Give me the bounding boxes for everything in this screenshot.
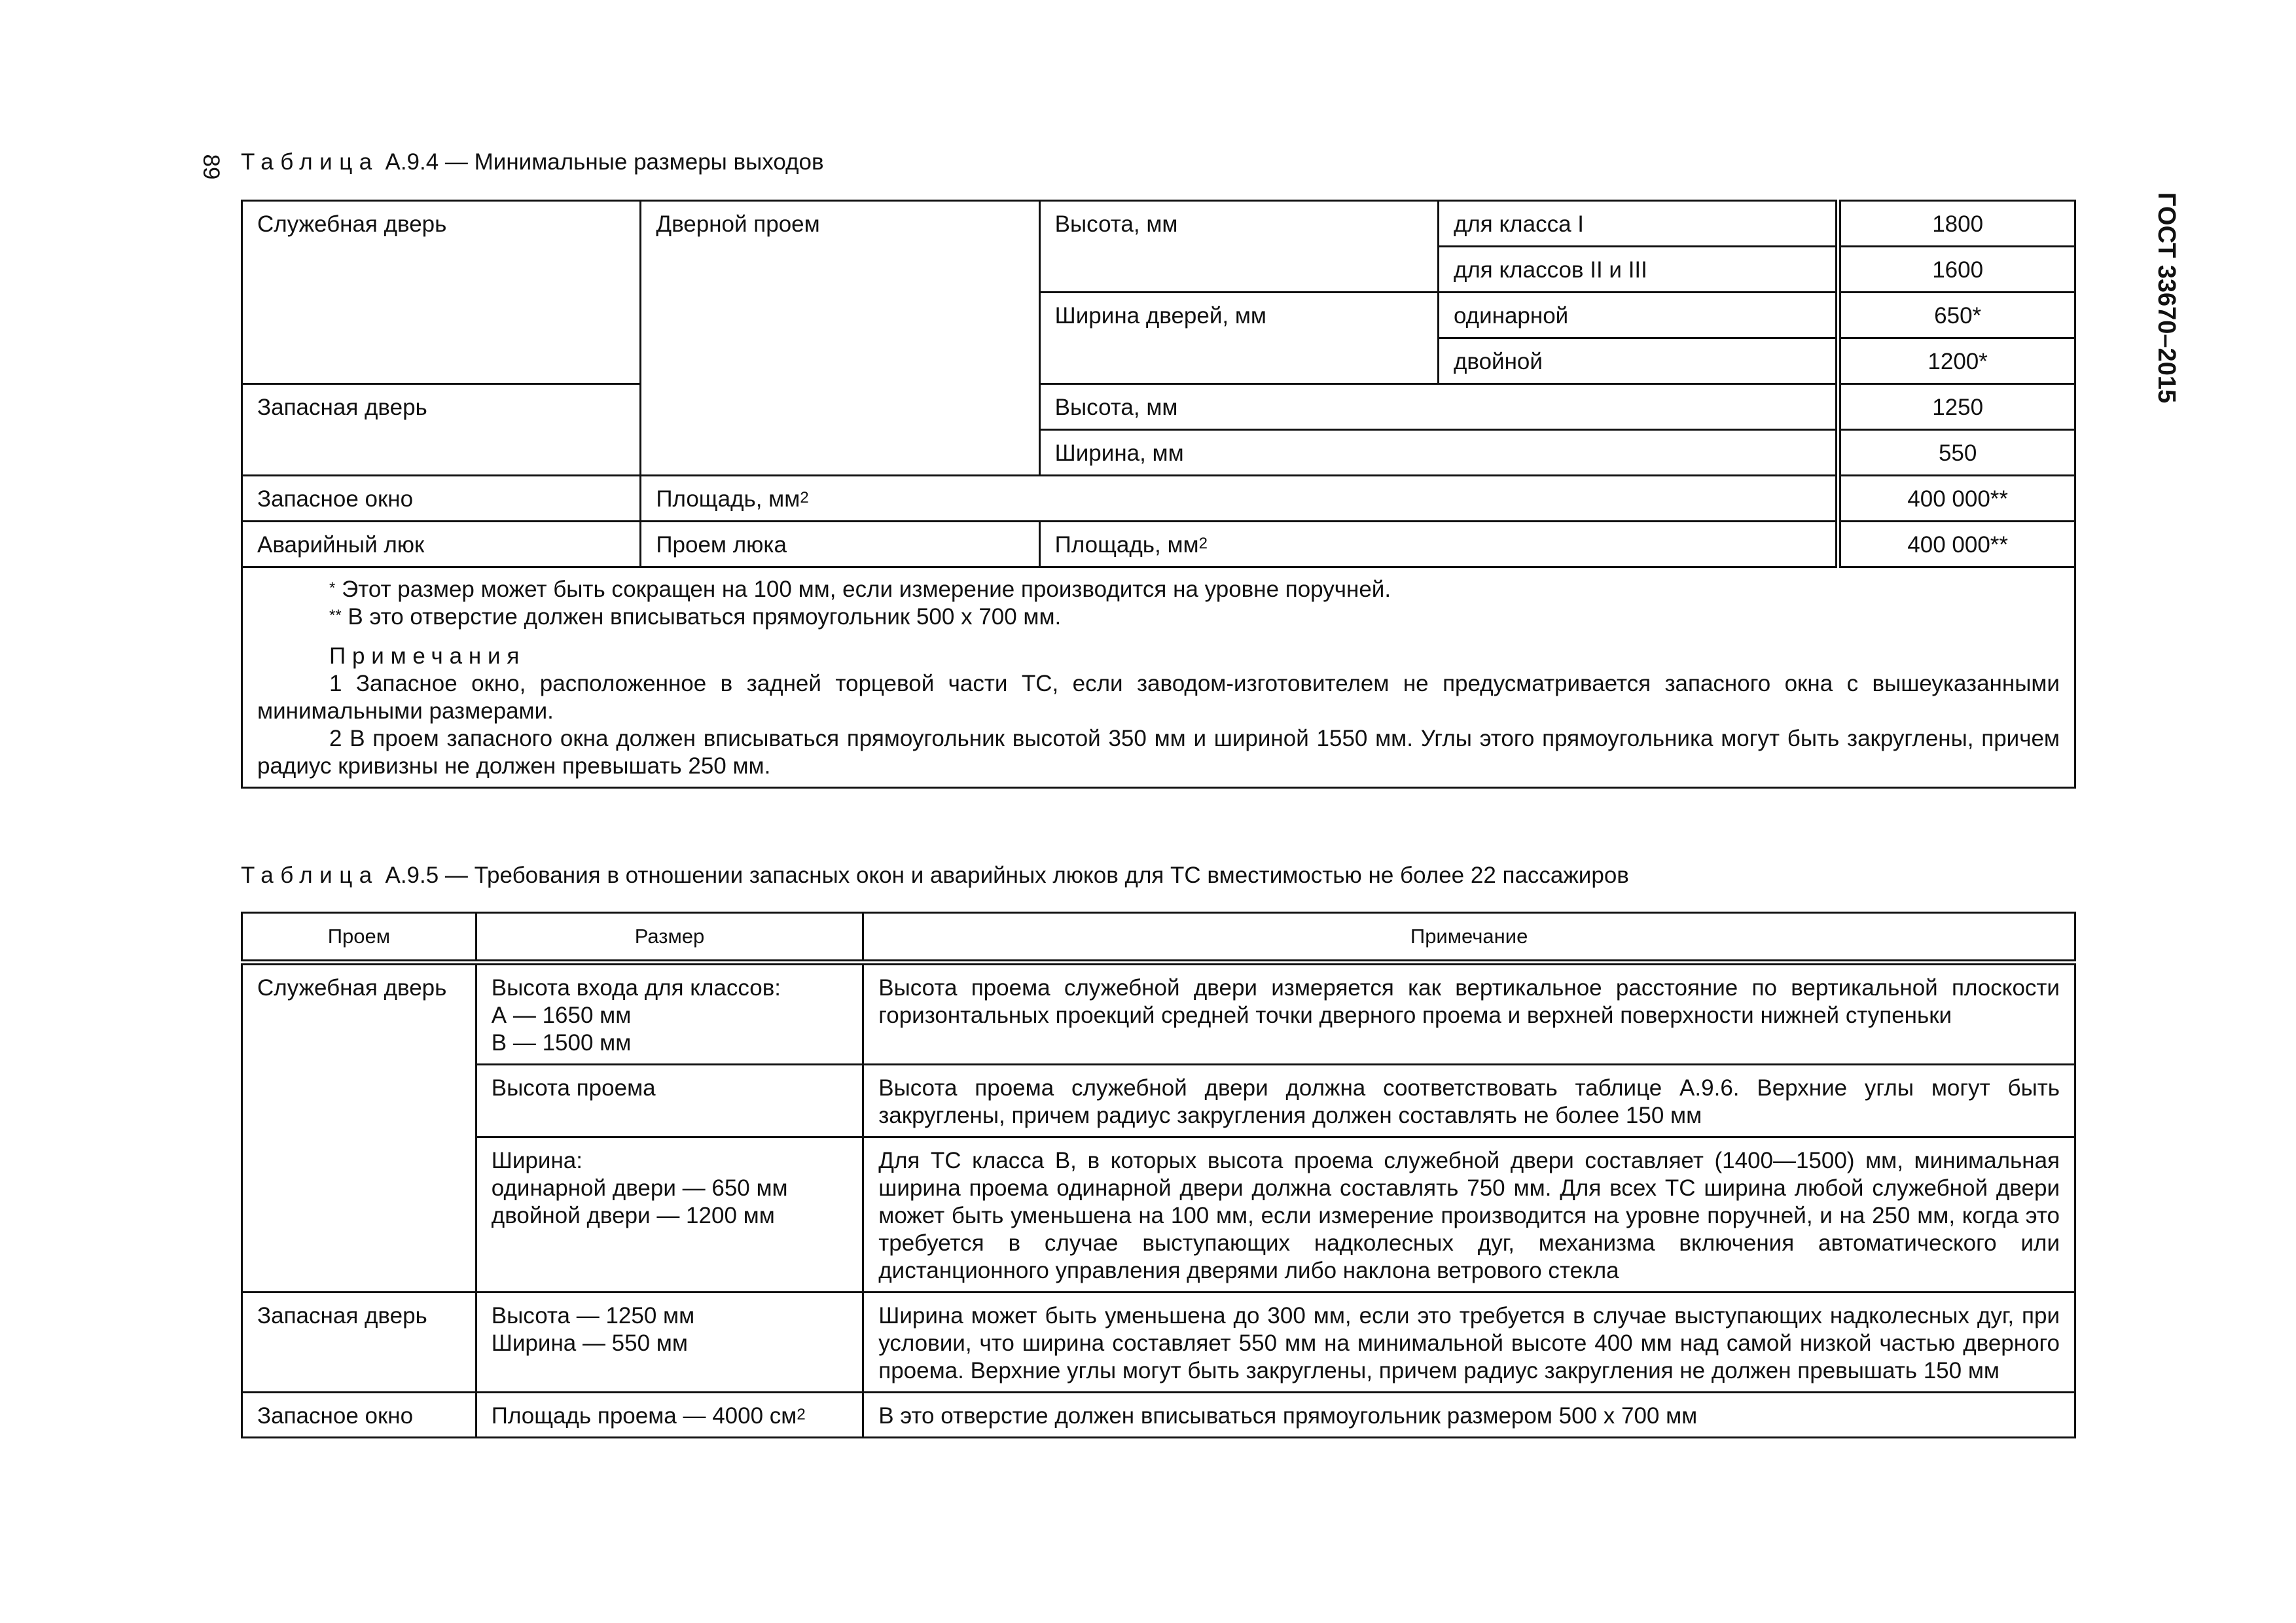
cell-double-value: 1200*	[1839, 338, 2075, 384]
footnote-1-text: Этот размер может быть сокращен на 100 мм, если измерение производится на уровне поручней.	[335, 577, 1391, 602]
table-a94-caption-label: Таблица	[241, 149, 379, 175]
table-a95-caption-label: Таблица	[241, 863, 379, 888]
row4-size-line1: Высота — 1250 мм	[491, 1303, 695, 1329]
footnote-2-mark: **	[329, 607, 342, 624]
table-row	[242, 1065, 2075, 1137]
row4-opening: Запасная дверь	[242, 1293, 476, 1393]
row1-size-line1: Высота входа для классов:	[491, 975, 781, 1001]
cell-single-value: 650*	[1839, 293, 2075, 338]
cell-class-2-3: для классов II и III	[1438, 247, 1838, 293]
cell-em-height-value: 1250	[1839, 384, 2075, 430]
table-row	[242, 1137, 2075, 1293]
cell-door-width-mm: Ширина дверей, мм	[1039, 293, 1438, 384]
footnote-2-text: В это отверстие должен вписываться прямоугольник 500 x 700 мм.	[341, 604, 1062, 630]
row1-size-line3: В — 1500 мм	[491, 1030, 632, 1056]
cell-hatch-value: 400 000**	[1839, 522, 2075, 567]
header-size: Размер	[476, 913, 863, 963]
cell-hatch: Аварийный люк	[242, 522, 641, 567]
cell-window-value: 400 000**	[1839, 476, 2075, 522]
note-2: 2 В проем запасного окна должен вписываться прямоугольник высотой 350 мм и шириной 1550 мм. Углы этого прямоугольника могут быть закруглены, причем радиус кривизны не должен превышать 250 мм.	[257, 726, 2060, 779]
row4-size	[476, 1293, 863, 1393]
window-area-sup: 2	[800, 489, 809, 507]
notes-title: Примечания	[329, 643, 526, 669]
row3-note: Для ТС класса В, в которых высота проема служебной двери составляет (1400—1500) мм, минимальная ширина проема одинарной двери должна составлять 750 мм. Для всех ТС ширина любой служебной двери может быть уменьшена на 100 мм, если измерение производится на уровне поручней, и на 250 мм, когда это требуется в случае выступающих надколесных дуг, механизма включения автоматического или дистанционного управления дверями либо наклона ветрового стекла	[863, 1137, 2075, 1293]
row1-size-line2: А — 1650 мм	[491, 1003, 632, 1028]
cell-em-height: Высота, мм	[1039, 384, 1839, 430]
row5-size	[476, 1393, 863, 1438]
table-a95-caption	[241, 863, 1629, 889]
table-a94-caption-text: А.9.4 — Минимальные размеры выходов	[385, 149, 824, 175]
page-number: 89	[198, 154, 224, 180]
table-a94	[241, 200, 2076, 789]
row3-size-line2: одинарной двери — 650 мм	[491, 1175, 788, 1201]
row3-size	[476, 1137, 863, 1293]
note-1: 1 Запасное окно, расположенное в задней торцевой части ТС, если заводом-изготовителем не предусматривается запасного окна с вышеуказанными минимальными размерами.	[257, 671, 2060, 724]
cell-service-door: Служебная дверь	[242, 201, 641, 384]
footnote-1-mark: *	[329, 579, 336, 597]
cell-emergency-door: Запасная дверь	[242, 384, 641, 476]
table-a94-caption	[241, 149, 824, 175]
table-row	[242, 963, 2075, 1065]
cell-class-1: для класса I	[1438, 201, 1838, 247]
row5-opening: Запасное окно	[242, 1393, 476, 1438]
row5-note: В это отверстие должен вписываться прямоугольник размером 500 x 700 мм	[863, 1393, 2075, 1438]
standard-code: ГОСТ 33670–2015	[2153, 192, 2180, 404]
row3-size-line1: Ширина:	[491, 1148, 583, 1173]
cell-class-1-value: 1800	[1839, 201, 2075, 247]
cell-class-2-3-value: 1600	[1839, 247, 2075, 293]
table-a94-notes	[242, 567, 2075, 788]
hatch-area-label: Площадь, мм	[1054, 532, 1199, 558]
row1-size	[476, 963, 863, 1065]
row1-note: Высота проема служебной двери измеряется как вертикальное расстояние по вертикальной плоскости горизонтальных проекций средней точки дверного проема и верхней поверхности нижней ступеньки	[863, 963, 2075, 1065]
hatch-area-sup: 2	[1198, 535, 1208, 552]
footnote-2	[257, 603, 2060, 631]
table-a95	[241, 912, 2076, 1438]
header-note: Примечание	[863, 913, 2075, 963]
row4-note: Ширина может быть уменьшена до 300 мм, если это требуется в случае выступающих надколесных дуг, при условии, что ширина составляет 550 мм на минимальной высоте 400 мм над самой низкой частью дверного проема. Верхние углы могут быть закруглены, причем радиус закругления не должен превышать 150 мм	[863, 1293, 2075, 1393]
table-a95-caption-text: А.9.5 — Требования в отношении запасных окон и аварийных люков для ТС вместимостью не более 22 пассажиров	[385, 863, 1629, 888]
cell-emergency-window: Запасное окно	[242, 476, 641, 522]
window-area-label: Площадь, мм	[656, 486, 800, 512]
table-row	[242, 1293, 2075, 1393]
row5-size-sup: 2	[797, 1406, 806, 1423]
cell-double: двойной	[1438, 338, 1838, 384]
row3-size-line3: двойной двери — 1200 мм	[491, 1203, 775, 1228]
cell-hatch-opening: Проем люка	[641, 522, 1039, 567]
cell-height-mm: Высота, мм	[1039, 201, 1438, 293]
table-row	[242, 1393, 2075, 1438]
cell-em-width-value: 550	[1839, 430, 2075, 476]
cell-single: одинарной	[1438, 293, 1838, 338]
header-opening: Проем	[242, 913, 476, 963]
footnote-1	[257, 576, 2060, 603]
cell-hatch-area	[1039, 522, 1839, 567]
row2-note: Высота проема служебной двери должна соответствовать таблице А.9.6. Верхние углы могут быть закруглены, причем радиус закругления должен составлять не более 150 мм	[863, 1065, 2075, 1137]
row4-size-line2: Ширина — 550 мм	[491, 1330, 688, 1356]
cell-em-width: Ширина, мм	[1039, 430, 1839, 476]
cell-window-area	[641, 476, 1839, 522]
row1-opening: Служебная дверь	[242, 963, 476, 1293]
row5-size-text: Площадь проема — 4000 см	[491, 1403, 797, 1429]
cell-door-opening: Дверной проем	[641, 201, 1039, 476]
row2-size: Высота проема	[476, 1065, 863, 1137]
